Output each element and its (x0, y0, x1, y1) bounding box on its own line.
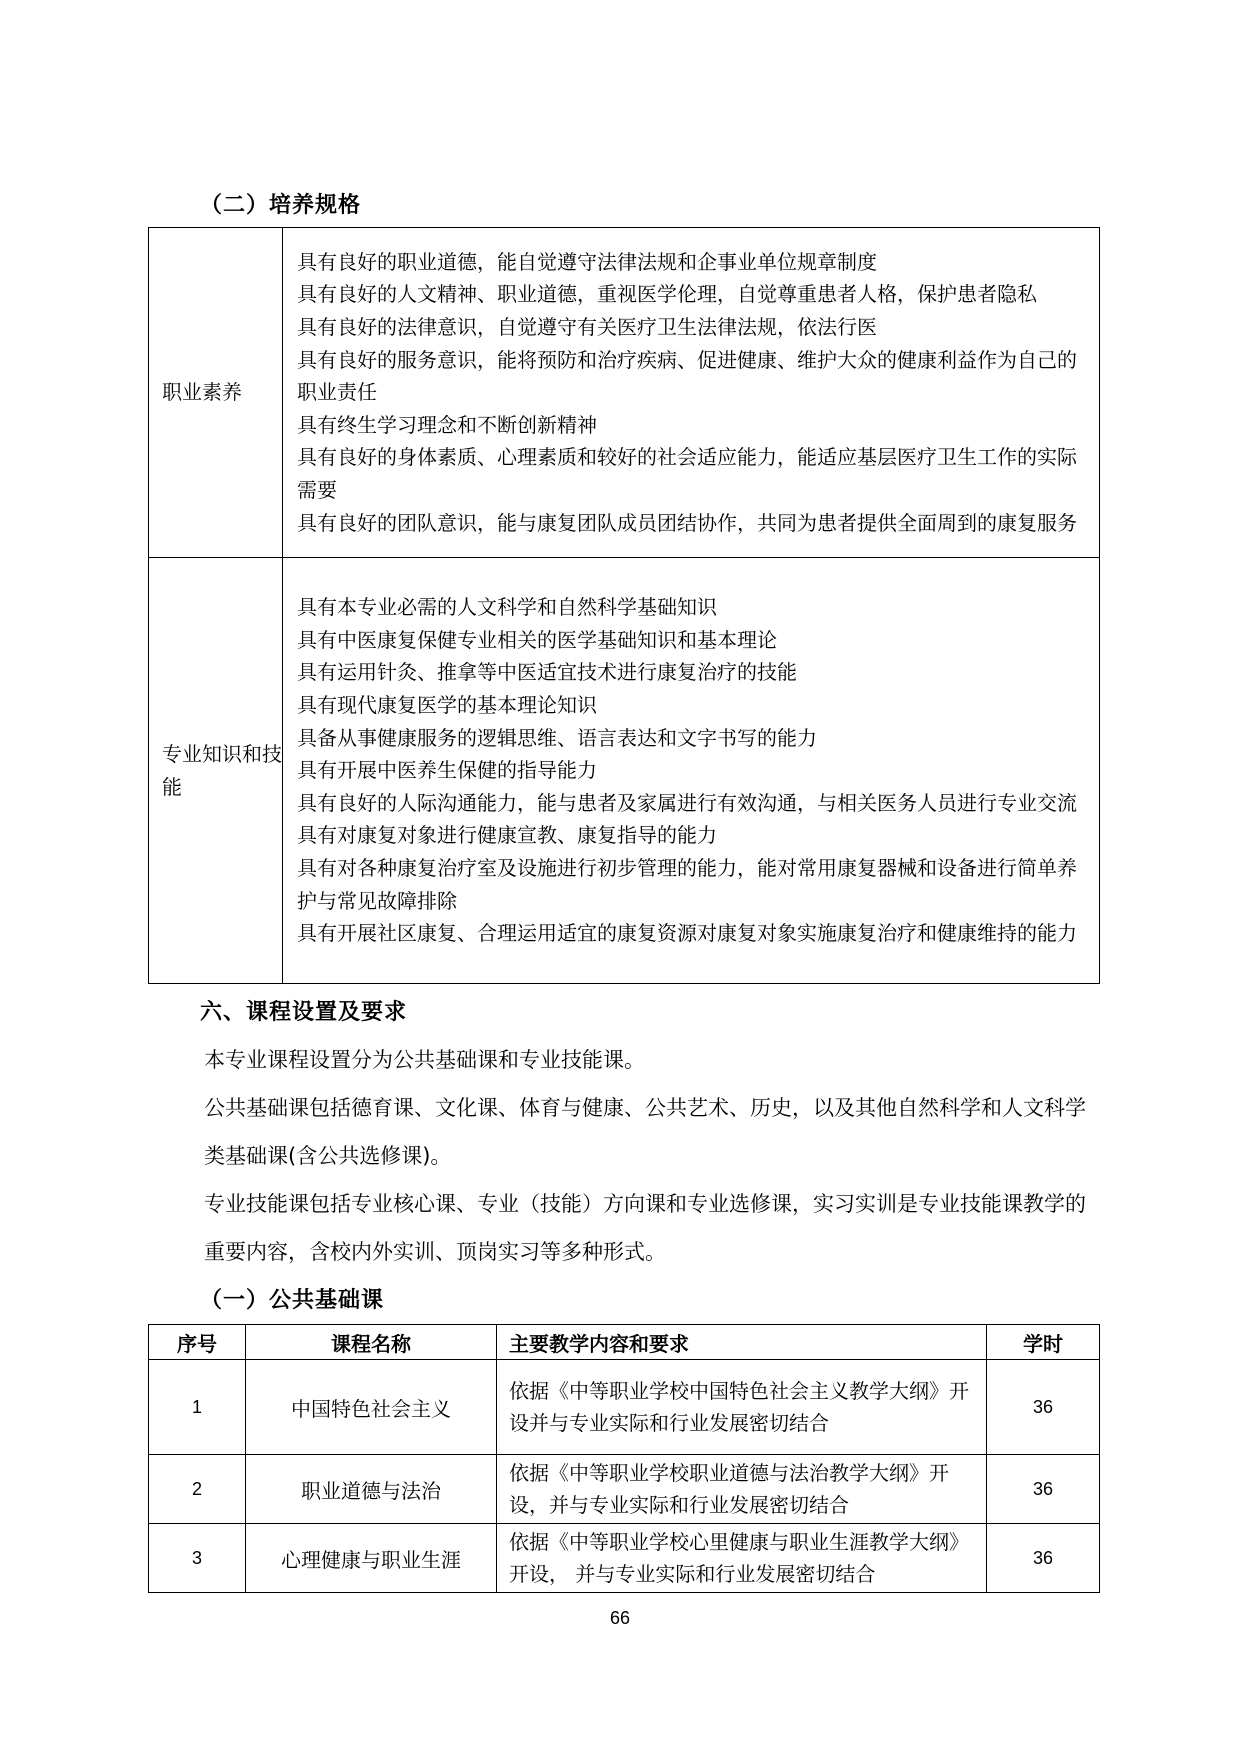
body-paragraph (152, 1180, 1100, 1276)
spec-item: 具有良好的法律意识，自觉遵守有关医疗卫生法律法规，依法行医 (297, 315, 877, 340)
course-no: 2 (149, 1455, 246, 1524)
spec-item: 具有运用针灸、推拿等中医适宜技术进行康复治疗的技能 (297, 660, 797, 685)
spec-item: 具有良好的服务意识，能将预防和治疗疾病、促进健康、维护大众的健康利益作为自己的职业责任 (297, 347, 1077, 405)
spec-item: 具有终生学习理念和不断创新精神 (297, 412, 597, 437)
course-hours: 36 (987, 1455, 1100, 1524)
course-name: 中国特色社会主义 (246, 1360, 497, 1455)
course-hours: 36 (987, 1360, 1100, 1455)
public-course-table (148, 1324, 1100, 1593)
header-content: 主要教学内容和要求 (497, 1325, 987, 1360)
spec-item: 具有良好的身体素质、心理素质和较好的社会适应能力，能适应基层医疗卫生工作的实际需要 (297, 445, 1077, 502)
spec-item: 具备从事健康服务的逻辑思维、语言表达和文字书写的能力 (297, 725, 817, 750)
body-paragraph (152, 1084, 1100, 1180)
spec-item: 具有本专业必需的人文科学和自然科学基础知识 (297, 595, 717, 620)
spec-item: 具有现代康复医学的基本理论知识 (297, 693, 597, 718)
header-course-name: 课程名称 (246, 1325, 497, 1360)
paragraph-text: 本专业课程设置分为公共基础课和专业技能课。 (204, 1048, 645, 1072)
spec-item: 具有开展社区康复、合理运用适宜的康复资源对康复对象实施康复治疗和健康维持的能力 (297, 921, 1077, 946)
spec-item: 具有对各种康复治疗室及设施进行初步管理的能力，能对常用康复器械和设备进行简单养护与常见故障排除 (297, 855, 1077, 913)
course-desc: 依据《中等职业学校职业道德与法治教学大纲》开设，并与专业实际和行业发展密切结合 (497, 1455, 987, 1524)
spec-category-cell: 职业素养 (149, 228, 283, 558)
spec-row-professional-quality (149, 228, 1100, 558)
course-desc: 依据《中等职业学校心里健康与职业生涯教学大纲》开设， 并与专业实际和行业发展密切结合 (497, 1524, 987, 1593)
spec-row-knowledge-skills (149, 558, 1100, 984)
course-hours: 36 (987, 1524, 1100, 1593)
header-hours: 学时 (987, 1325, 1100, 1360)
course-no: 3 (149, 1524, 246, 1593)
section-title-training-spec: （二）培养规格 (200, 193, 362, 218)
course-name: 心理健康与职业生涯 (246, 1524, 497, 1593)
spec-category-cell: 专业知识和技能 (149, 558, 283, 984)
table-row (149, 1524, 1100, 1593)
spec-items-cell (283, 228, 1100, 558)
training-spec-table (148, 227, 1100, 984)
course-table-header (149, 1325, 1100, 1360)
header-no: 序号 (149, 1325, 246, 1360)
page-number: 66 (609, 1608, 631, 1628)
course-desc: 依据《中等职业学校中国特色社会主义教学大纲》开设并与专业实际和行业发展密切结合 (497, 1360, 987, 1455)
spec-item: 具有良好的团队意识，能与康复团队成员团结协作，共同为患者提供全面周到的康复服务 (297, 510, 1077, 535)
course-no: 1 (149, 1360, 246, 1455)
spec-item: 具有开展中医养生保健的指导能力 (297, 758, 597, 783)
table-row (149, 1455, 1100, 1524)
section-title-curriculum: 六、课程设置及要求 (200, 1000, 408, 1025)
spec-item: 具有对康复对象进行健康宣教、康复指导的能力 (297, 823, 717, 848)
spec-items-cell (283, 558, 1100, 984)
spec-item: 具有良好的人际沟通能力，能与患者及家属进行有效沟通，与相关医务人员进行专业交流 (297, 790, 1077, 815)
paragraph-text: 公共基础课包括德育课、文化课、体育与健康、公共艺术、历史，以及其他自然科学和人文科学类基础课(含公共选修课)。 (204, 1096, 1086, 1168)
spec-item: 具有中医康复保健专业相关的医学基础知识和基本理论 (297, 627, 777, 652)
spec-item: 具有良好的职业道德，能自觉遵守法律法规和企事业单位规章制度 (297, 249, 877, 274)
course-name: 职业道德与法治 (246, 1455, 497, 1524)
paragraph-text: 专业技能课包括专业核心课、专业（技能）方向课和专业选修课，实习实训是专业技能课教学的重要内容，含校内外实训、顶岗实习等多种形式。 (204, 1192, 1086, 1264)
section-title-public-courses: （一）公共基础课 (200, 1288, 385, 1313)
spec-item: 具有良好的人文精神、职业道德，重视医学伦理，自觉尊重患者人格，保护患者隐私 (297, 282, 1037, 307)
table-row (149, 1360, 1100, 1455)
body-paragraph (152, 1036, 1100, 1084)
